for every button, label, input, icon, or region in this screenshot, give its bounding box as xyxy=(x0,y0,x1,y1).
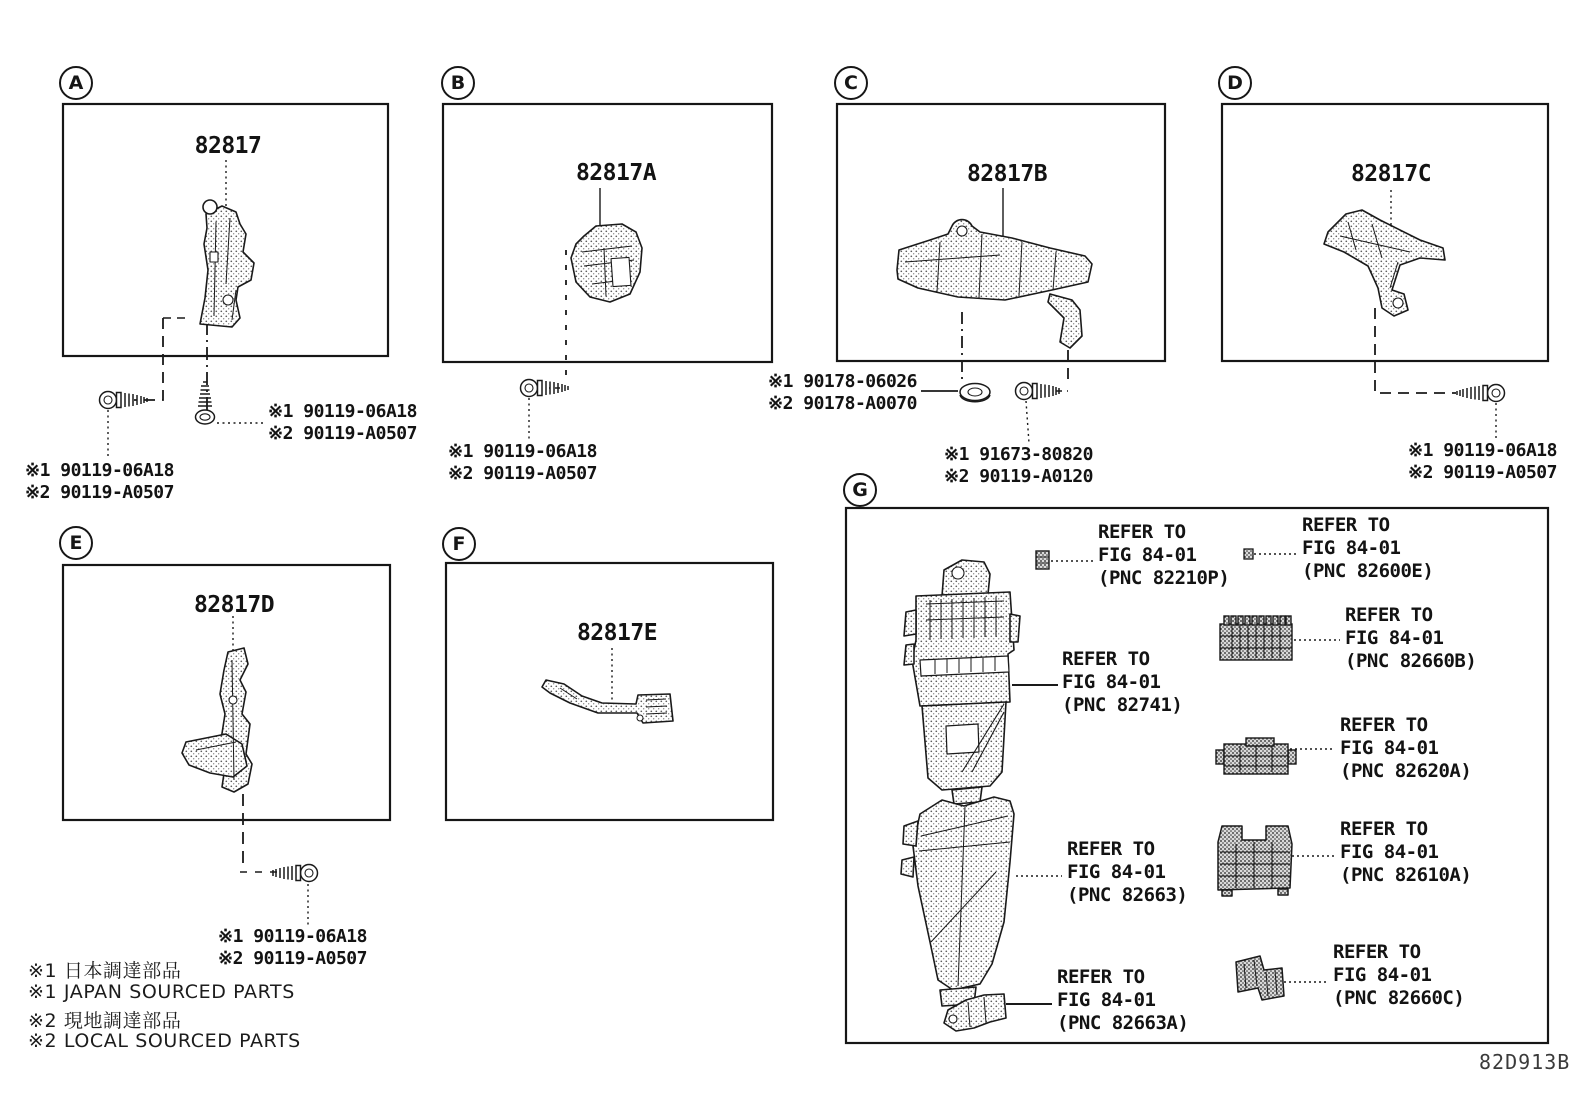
panel-b-letter-text: B xyxy=(450,72,466,94)
panel-f-letter xyxy=(442,527,476,561)
ref-label-82660c xyxy=(1333,941,1464,1010)
block-82610a-drawing xyxy=(1218,826,1292,896)
fastener-label-line: ※1 90119-06A18 xyxy=(448,441,597,462)
ref-line: FIG 84-01 xyxy=(1302,537,1401,559)
fastener-label-c-nut xyxy=(768,371,917,415)
ref-line: REFER TO xyxy=(1067,838,1155,860)
fastener-label-line: ※2 90119-A0120 xyxy=(944,466,1093,487)
panel-f-letter-text: F xyxy=(452,533,466,555)
legend-jp-sourced-en: ※1 JAPAN SOURCED PARTS xyxy=(28,981,295,1003)
part-82817-drawing xyxy=(200,200,254,327)
screw-d-icon xyxy=(1457,385,1505,402)
ref-line: REFER TO xyxy=(1340,714,1428,736)
relay-block-82741-drawing xyxy=(904,560,1020,804)
fastener-label-line: ※1 91673-80820 xyxy=(944,444,1093,465)
ref-line: FIG 84-01 xyxy=(1098,544,1197,566)
ref-line: FIG 84-01 xyxy=(1067,861,1166,883)
panel-b-letter xyxy=(441,66,475,100)
ref-line: REFER TO xyxy=(1333,941,1421,963)
ref-label-82663a xyxy=(1057,966,1188,1035)
fastener-label-line: ※1 90119-06A18 xyxy=(218,926,367,947)
panel-e-letter xyxy=(59,526,93,560)
ref-line: (PNC 82660C) xyxy=(1333,987,1465,1009)
ref-line: (PNC 82663) xyxy=(1067,884,1188,906)
ref-label-82210p xyxy=(1098,521,1229,590)
fastener-label-line: ※2 90119-A0507 xyxy=(1408,462,1557,483)
ref-line: REFER TO xyxy=(1057,966,1145,988)
fastener-label-line: ※2 90178-A0070 xyxy=(768,393,917,414)
legend-local-sourced-jp: ※2 現地調達部品 xyxy=(28,1010,182,1032)
fastener-label-line: ※2 90119-A0507 xyxy=(448,463,597,484)
fastener-label-line: ※1 90119-06A18 xyxy=(1408,440,1557,461)
screw-c-icon xyxy=(1016,383,1060,400)
ref-label-82663 xyxy=(1067,838,1187,907)
ref-line: (PNC 82741) xyxy=(1062,694,1183,716)
panel-d-letter xyxy=(1218,66,1252,100)
ref-line: FIG 84-01 xyxy=(1057,989,1156,1011)
ref-line: REFER TO xyxy=(1302,514,1390,536)
fastener-label-line: ※2 90119-A0507 xyxy=(25,482,174,503)
screw-b-icon xyxy=(521,380,569,397)
ref-label-82741 xyxy=(1062,648,1182,717)
part-82817a-drawing xyxy=(571,224,642,302)
figure-code: 82D913B xyxy=(1479,1050,1571,1074)
part-number-82817c: 82817C xyxy=(1350,161,1432,187)
fastener-label-line: ※2 90119-A0507 xyxy=(218,948,367,969)
ref-label-82600e xyxy=(1302,514,1433,583)
fastener-label-line: ※1 90119-06A18 xyxy=(268,401,417,422)
panel-c-box xyxy=(837,104,1165,361)
clip-82600e-icon xyxy=(1244,549,1253,559)
part-82817b-drawing xyxy=(897,220,1092,348)
panel-e-letter-text: E xyxy=(69,532,83,554)
screw-a-left-icon xyxy=(100,392,148,409)
ref-line: REFER TO xyxy=(1062,648,1150,670)
ref-line: FIG 84-01 xyxy=(1345,627,1444,649)
ref-line: (PNC 82660B) xyxy=(1345,650,1477,672)
part-82817e-drawing xyxy=(542,680,673,723)
ref-line: REFER TO xyxy=(1098,521,1186,543)
ref-line: (PNC 82600E) xyxy=(1302,560,1434,582)
panel-c-letter xyxy=(834,66,868,100)
panel-c-letter-text: C xyxy=(844,72,858,94)
fastener-label-line: ※1 90119-06A18 xyxy=(25,460,174,481)
part-number-82817b: 82817B xyxy=(966,161,1048,187)
screw-a-right-icon xyxy=(196,382,215,424)
nut-c-icon xyxy=(960,384,990,402)
relay-82620a-drawing xyxy=(1216,738,1296,774)
ref-line: FIG 84-01 xyxy=(1333,964,1432,986)
part-number-82817a: 82817A xyxy=(575,160,657,186)
panel-a-letter-text: A xyxy=(68,72,84,94)
ref-line: REFER TO xyxy=(1340,818,1428,840)
ref-line: FIG 84-01 xyxy=(1340,841,1439,863)
fastener-label-a-right xyxy=(268,401,417,445)
ref-line: (PNC 82663A) xyxy=(1057,1012,1189,1034)
fuse-block-82660b-drawing xyxy=(1220,616,1292,660)
fastener-label-e xyxy=(218,926,367,970)
legend-jp-sourced-jp: ※1 日本調達部品 xyxy=(28,960,182,982)
ref-label-82660b xyxy=(1345,604,1476,673)
clip-82210p-icon xyxy=(1036,551,1049,569)
fastener-label-line: ※1 90178-06026 xyxy=(768,371,917,392)
part-number-82817: 82817 xyxy=(194,133,262,159)
fastener-label-d xyxy=(1408,440,1557,484)
ref-label-82620a xyxy=(1340,714,1471,783)
ref-line: (PNC 82610A) xyxy=(1340,864,1472,886)
cover-82663-drawing xyxy=(901,797,1014,1006)
part-82817c-drawing xyxy=(1324,210,1445,316)
ref-line: FIG 84-01 xyxy=(1062,671,1161,693)
part-number-82817d: 82817D xyxy=(193,592,275,618)
panel-g-letter xyxy=(843,473,877,507)
panel-f-box xyxy=(446,563,773,820)
panel-d-letter-text: D xyxy=(1227,72,1243,94)
ref-line: REFER TO xyxy=(1345,604,1433,626)
relay-82660c-drawing xyxy=(1236,956,1284,1000)
fastener-label-line: ※2 90119-A0507 xyxy=(268,423,417,444)
ref-label-82610a xyxy=(1340,818,1471,887)
fastener-label-a-left xyxy=(25,460,174,504)
panel-g-letter-text: G xyxy=(852,479,868,501)
fastener-label-b xyxy=(448,441,597,485)
part-82817d-drawing xyxy=(182,648,252,792)
screw-e-icon xyxy=(273,865,318,882)
ref-line: FIG 84-01 xyxy=(1340,737,1439,759)
ref-line: (PNC 82620A) xyxy=(1340,760,1472,782)
panel-a-letter xyxy=(59,66,93,100)
legend-local-sourced-en: ※2 LOCAL SOURCED PARTS xyxy=(28,1030,301,1052)
ref-line: (PNC 82210P) xyxy=(1098,567,1230,589)
fastener-label-c-screw xyxy=(944,444,1093,488)
part-number-82817e: 82817E xyxy=(576,620,658,646)
